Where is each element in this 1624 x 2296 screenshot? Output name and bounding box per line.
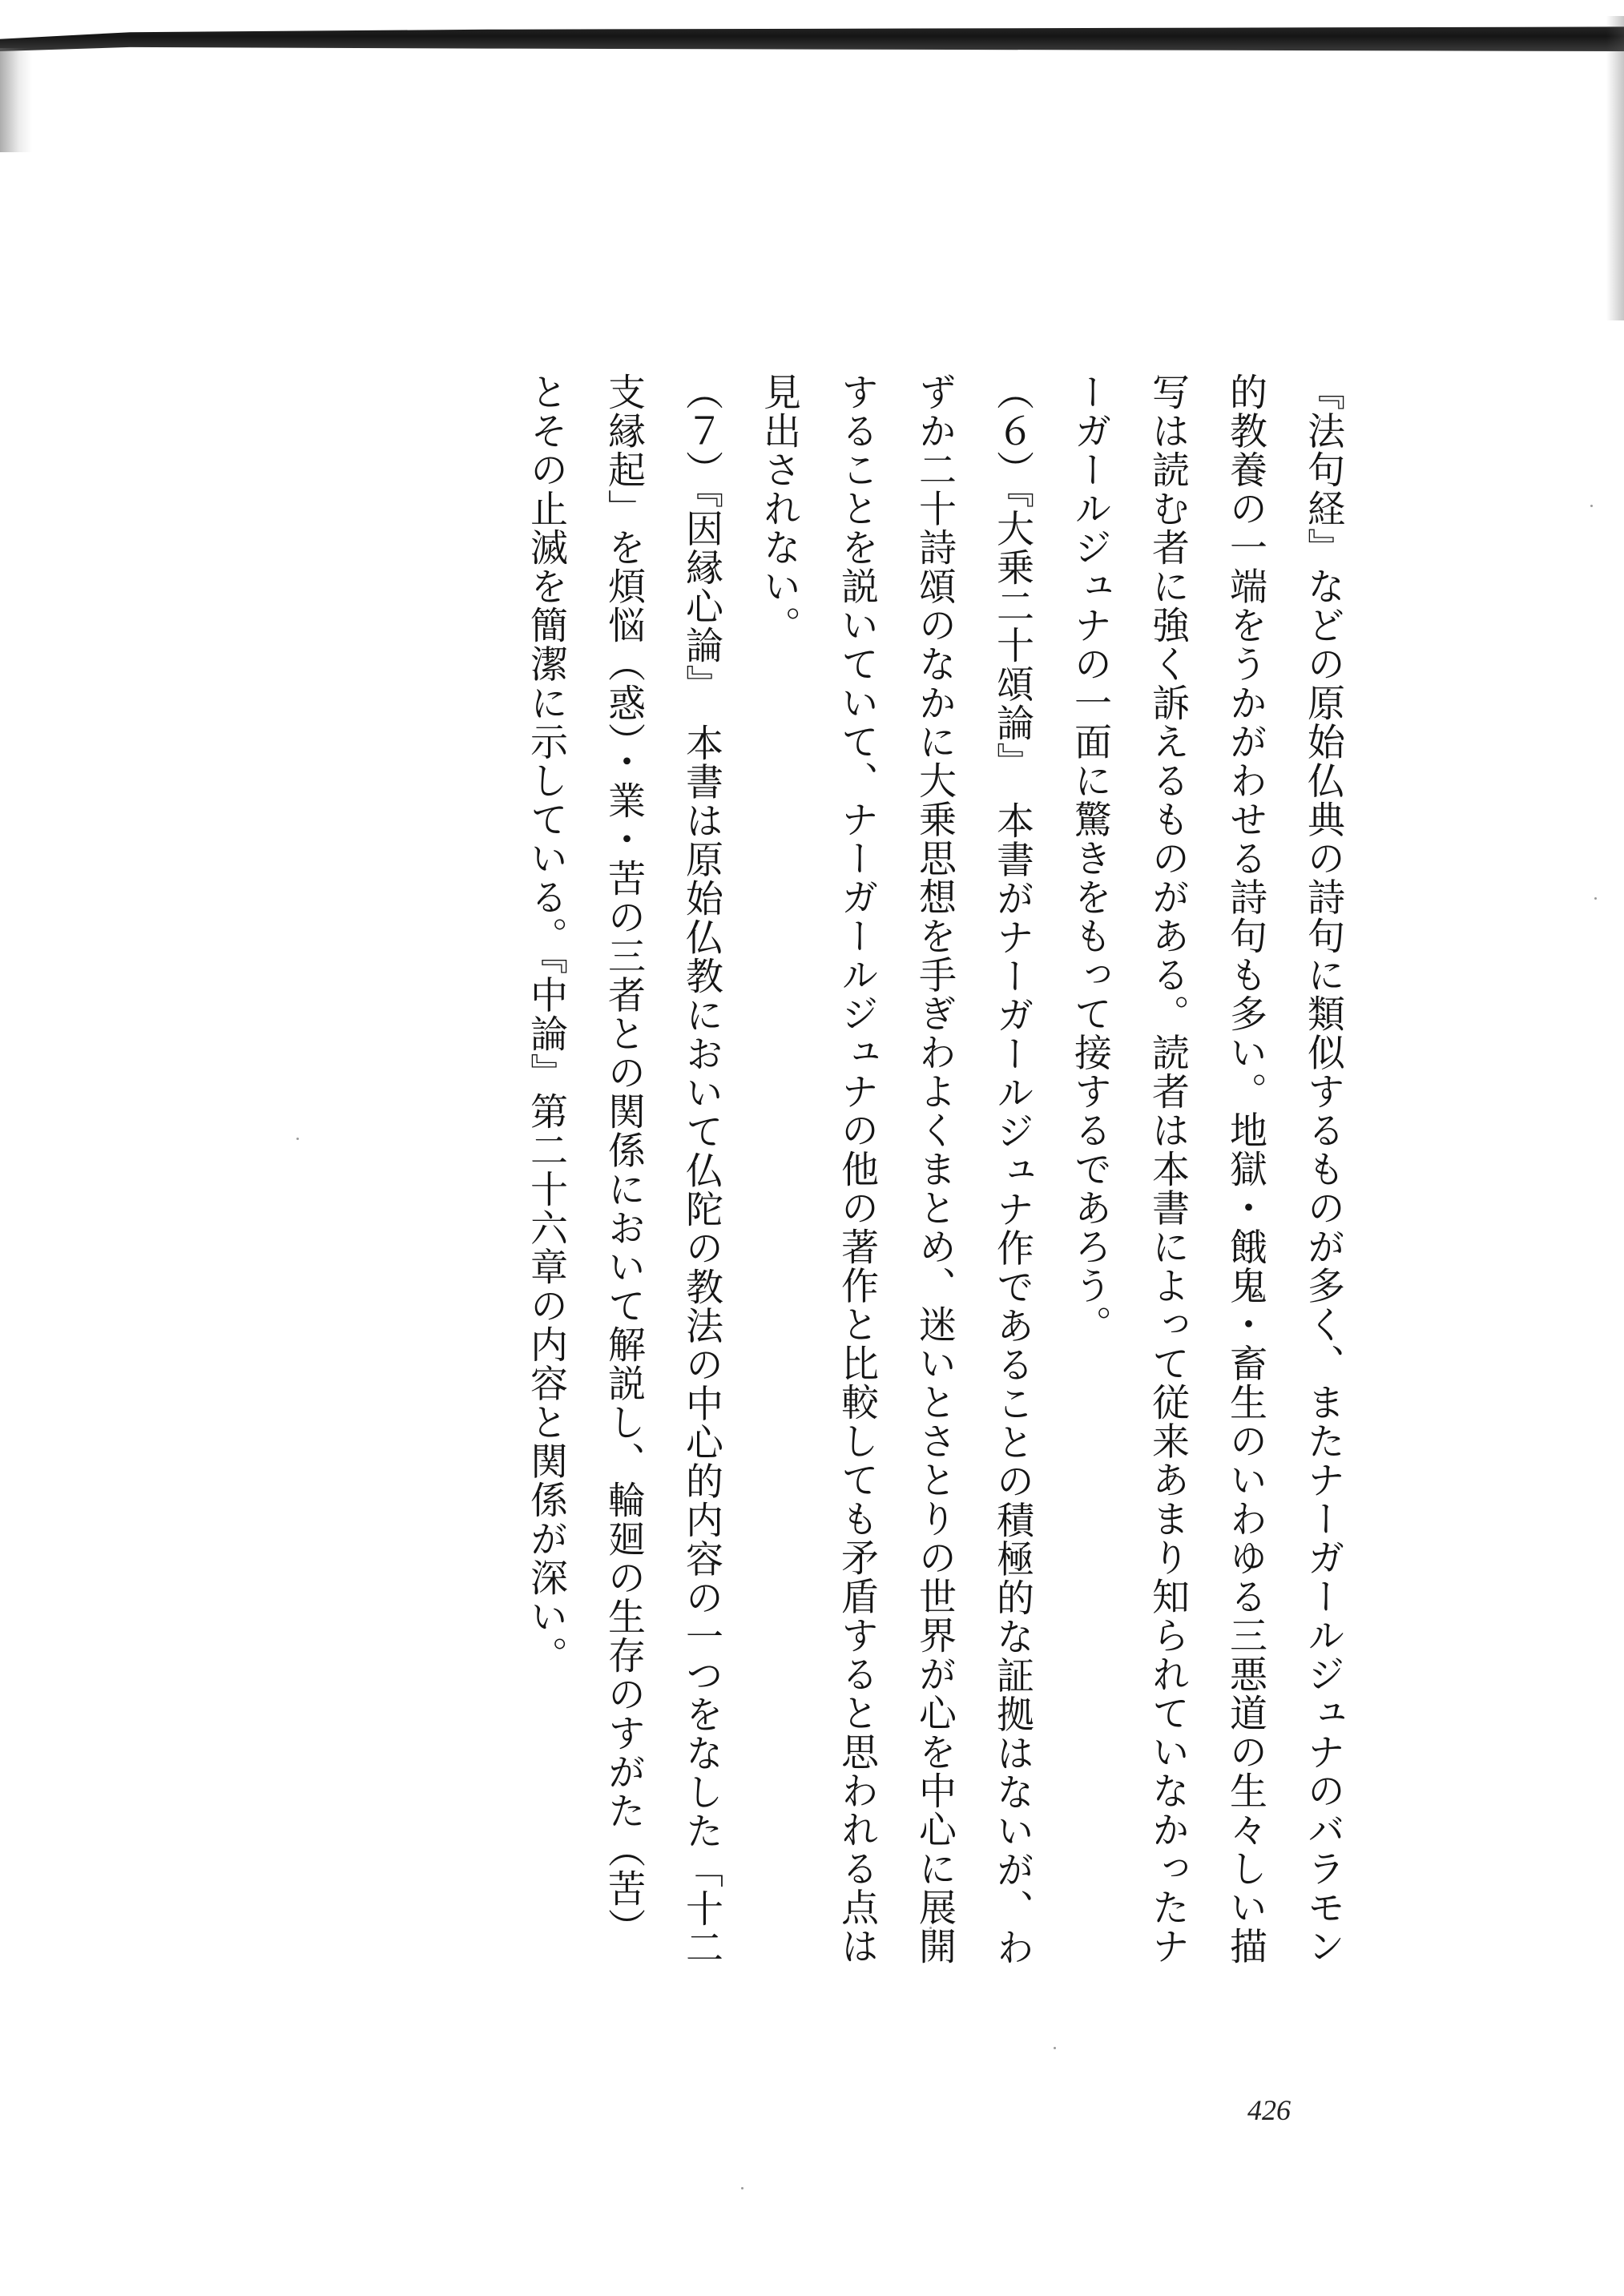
- scan-top-edge: [0, 24, 1624, 51]
- scan-speck: [741, 2187, 743, 2189]
- scan-speck: [296, 1138, 299, 1140]
- scan-left-shadow: [0, 48, 32, 152]
- page-number: 426: [1247, 2094, 1291, 2126]
- paragraph-mahayana-vimsaka: （６）『大乗二十頌論』 本書がナーガールジュナ作であることの積極的な証拠はないが、わずか二十詩頌のなかに大乗思想を手ぎわよくまとめ、迷いとさとりの世界が心を中心に展開することを説いていて、ナーガールジュナの他の著作と比較しても矛盾すると思われる点は見出されない。: [757, 373, 1034, 1967]
- scan-speck: [1594, 897, 1597, 900]
- scan-speck: [1054, 2047, 1056, 2049]
- scan-right-shadow: [1606, 16, 1624, 320]
- vertical-text-body: [524, 373, 1362, 1983]
- scan-speck: [1590, 505, 1593, 507]
- paragraph-dharmapada: 『法句経』などの原始仏典の詩句に類似するものが多く、またナーガールジュナのバラモン的教養の一端をうかがわせる詩句も多い。地獄・餓鬼・畜生のいわゆる三悪道の生々しい描写は読む者に強く訴えるものがある。読者は本書によって従来あまり知られていなかったナーガールジュナの一面に驚きをもって接するであろう。: [1068, 373, 1345, 1966]
- paragraph-pratityasamutpada-hrdaya: （７）『因縁心論』 本書は原始仏教において仏陀の教法の中心的内容の一つをなした「十二支縁起」を煩悩（惑）・業・苦の三者との関係において解説し、輪廻の生存のすがた（苦）とその止滅を簡潔に示している。『中論』第二十六章の内容と関係が深い。: [524, 373, 723, 1967]
